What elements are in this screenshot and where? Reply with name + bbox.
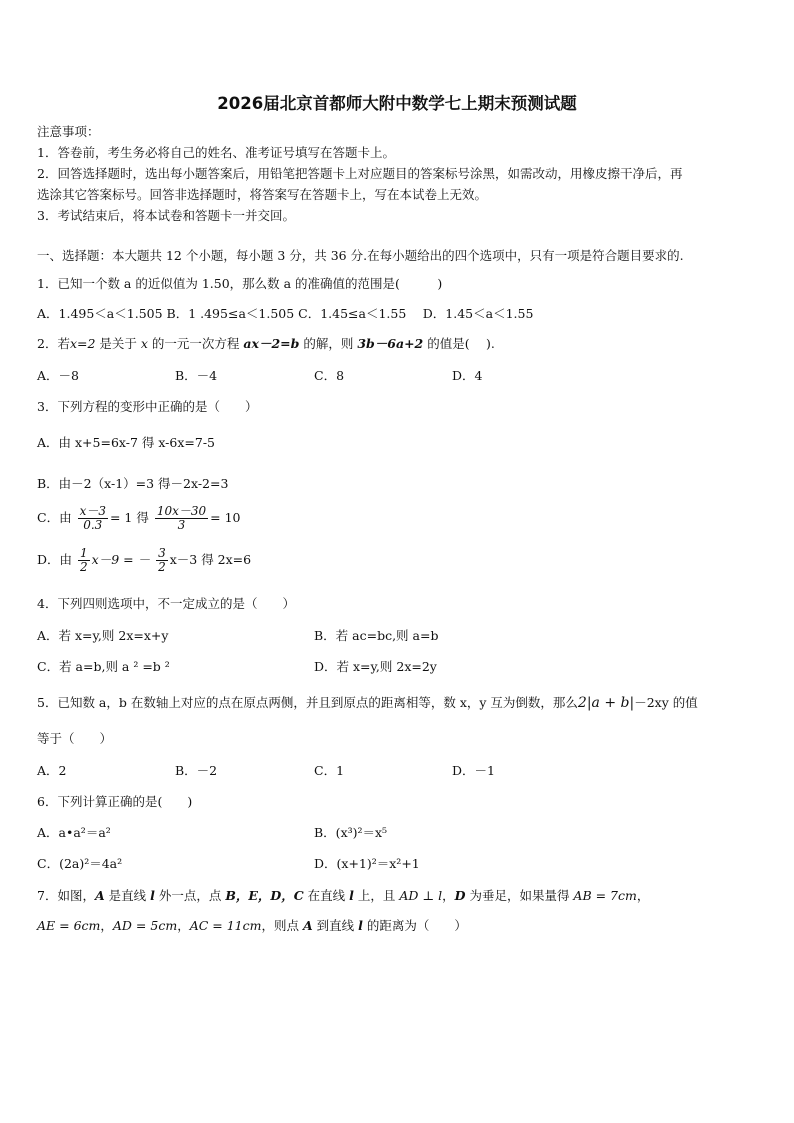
q3-option-c xyxy=(37,505,241,532)
question-3-stem: 3．下列方程的变形中正确的是（ ） xyxy=(37,399,258,414)
question-4-stem: 4．下列四则选项中，不一定成立的是（ ） xyxy=(37,596,295,611)
fraction-denominator: 3 xyxy=(177,518,186,532)
q7-math: A xyxy=(94,888,105,903)
q5-option-d: D．－1 xyxy=(452,763,495,778)
q7-text: ， xyxy=(636,888,650,903)
q5-text: 5．已知数 a，b 在数轴上对应的点在原点两侧，并且到原点的距离相等，数 x，y 互为倒数，那么 xyxy=(37,695,578,710)
fraction xyxy=(155,505,208,532)
fraction-numerator: 10x－30 xyxy=(156,504,207,518)
q7-math: AB = 7cm xyxy=(573,888,637,903)
q7-text: 到直线 xyxy=(312,918,359,933)
question-1-options: A．1.495＜a＜1.505 B．1 .495≤a＜1.505 C．1.45≤a＜1.55 D．1.45＜a＜1.55 xyxy=(37,306,534,321)
q7-text: ， xyxy=(100,918,113,933)
fraction-numerator: x－3 xyxy=(79,504,106,518)
q7-math: l xyxy=(349,888,354,903)
q2-text: 的值是( ). xyxy=(423,336,495,351)
q3d-prefix: D．由 xyxy=(37,552,73,567)
fraction xyxy=(78,547,90,574)
fraction-numerator: 3 xyxy=(158,546,166,560)
q5-text: －2xy 的值 xyxy=(634,695,698,710)
q7-math: AE = 6cm xyxy=(37,918,101,933)
q2-math: x=2 xyxy=(69,336,96,351)
q2-text: 的一元一次方程 xyxy=(147,336,244,351)
q4-option-d: D．若 x=y,则 2x=2y xyxy=(314,659,437,674)
q3d-end: x－3 得 2x=6 xyxy=(169,552,252,567)
q2-text: 是关于 xyxy=(95,336,141,351)
fraction xyxy=(78,505,108,532)
q5-option-b: B．－2 xyxy=(175,763,218,778)
q6-option-c: C．(2a)²＝4a² xyxy=(37,856,123,871)
fraction-denominator: 2 xyxy=(80,560,88,574)
q3c-end: = 10 xyxy=(210,510,241,525)
q3-option-d xyxy=(37,547,251,574)
q5-math: 2|a + b| xyxy=(577,695,635,711)
fraction-numerator: 1 xyxy=(80,546,88,560)
notice-item: 1．答卷前，考生务必将自己的姓名、准考证号填写在答题卡上。 xyxy=(37,145,395,160)
q4-option-a: A．若 x=y,则 2x=x+y xyxy=(37,628,169,643)
q2-option-d: D．4 xyxy=(452,368,483,383)
q2-math: 3b－6a+2 xyxy=(357,336,424,351)
q7-text: ， xyxy=(442,888,455,903)
question-6-stem: 6．下列计算正确的是( ) xyxy=(37,794,193,809)
question-7-stem-line2 xyxy=(37,916,467,934)
q5-option-c: C．1 xyxy=(314,763,345,778)
q7-text: 7．如图， xyxy=(37,888,95,903)
notice-item: 3．考试结束后，将本试卷和答题卡一并交回。 xyxy=(37,208,295,223)
q6-option-d: D．(x+1)²＝x²+1 xyxy=(314,856,420,871)
q7-text: 在直线 xyxy=(303,888,350,903)
q3c-mid: = 1 得 xyxy=(109,510,149,525)
q4-option-b: B．若 ac=bc,则 a=b xyxy=(314,628,439,643)
q7-math: B，E，D，C xyxy=(225,888,304,903)
q7-text: 是直线 xyxy=(104,888,151,903)
q2-math: x xyxy=(140,336,148,351)
q7-text: ， xyxy=(177,918,190,933)
q7-text: ，则点 xyxy=(261,918,303,933)
notice-item: 2．回答选择题时，选出每小题答案后，用铅笔把答题卡上对应题目的答案标号涂黑，如需改动，用橡皮擦干净后，再 xyxy=(37,166,683,181)
q2-option-a: A．－8 xyxy=(37,368,79,383)
q4-option-c: C．若 a=b,则 a ² =b ² xyxy=(37,659,170,674)
q2-text: 2．若 xyxy=(37,336,70,351)
question-5-stem xyxy=(37,693,698,711)
q6-option-a: A．a•a²＝a² xyxy=(37,825,111,840)
q7-math: AC = 11cm xyxy=(189,918,262,933)
q3-option-b: B．由－2（x-1）=3 得－2x-2=3 xyxy=(37,476,229,491)
q7-math: A xyxy=(302,918,313,933)
fraction-denominator: 0.3 xyxy=(83,518,103,532)
q7-math: D xyxy=(454,888,466,903)
q7-text: 外一点，点 xyxy=(154,888,226,903)
q7-math: l xyxy=(150,888,155,903)
q5-option-a: A．2 xyxy=(37,763,67,778)
q2-option-c: C．8 xyxy=(314,368,345,383)
q3c-prefix: C．由 xyxy=(37,510,72,525)
notice-heading: 注意事项： xyxy=(37,124,100,139)
q7-text: 的距离为（ ） xyxy=(362,918,467,933)
question-2-stem xyxy=(37,334,495,352)
q2-text: 的解，则 xyxy=(299,336,358,351)
q7-math: l xyxy=(358,918,363,933)
q7-math: AD = 5cm xyxy=(112,918,178,933)
q7-math: AD ⊥ l xyxy=(399,888,443,903)
q7-text: 为垂足，如果量得 xyxy=(465,888,574,903)
q6-option-b: B．(x³)²＝x⁵ xyxy=(314,825,388,840)
q7-text: 上，且 xyxy=(353,888,400,903)
q2-option-b: B．－4 xyxy=(175,368,218,383)
notice-item: 选涂其它答案标号。回答非选择题时，将答案写在答题卡上，写在本试卷上无效。 xyxy=(37,187,488,202)
section-heading: 一、选择题：本大题共 12 个小题，每小题 3 分，共 36 分.在每小题给出的四个选项中，只有一项是符合题目要求的. xyxy=(37,248,684,263)
page-title: 2026届北京首都师大附中数学七上期末预测试题 xyxy=(217,94,577,113)
question-1-stem: 1．已知一个数 a 的近似值为 1.50，那么数 a 的准确值的范围是( ) xyxy=(37,276,443,291)
q5-stem-line2: 等于（ ） xyxy=(37,731,113,746)
q3-option-a: A．由 x+5=6x-7 得 x-6x=7-5 xyxy=(37,435,216,450)
fraction xyxy=(156,547,168,574)
q3d-mid: x－9 = － xyxy=(91,552,151,567)
q2-math: ax－2=b xyxy=(243,336,300,351)
question-7-stem xyxy=(37,886,649,904)
fraction-denominator: 2 xyxy=(158,560,166,574)
